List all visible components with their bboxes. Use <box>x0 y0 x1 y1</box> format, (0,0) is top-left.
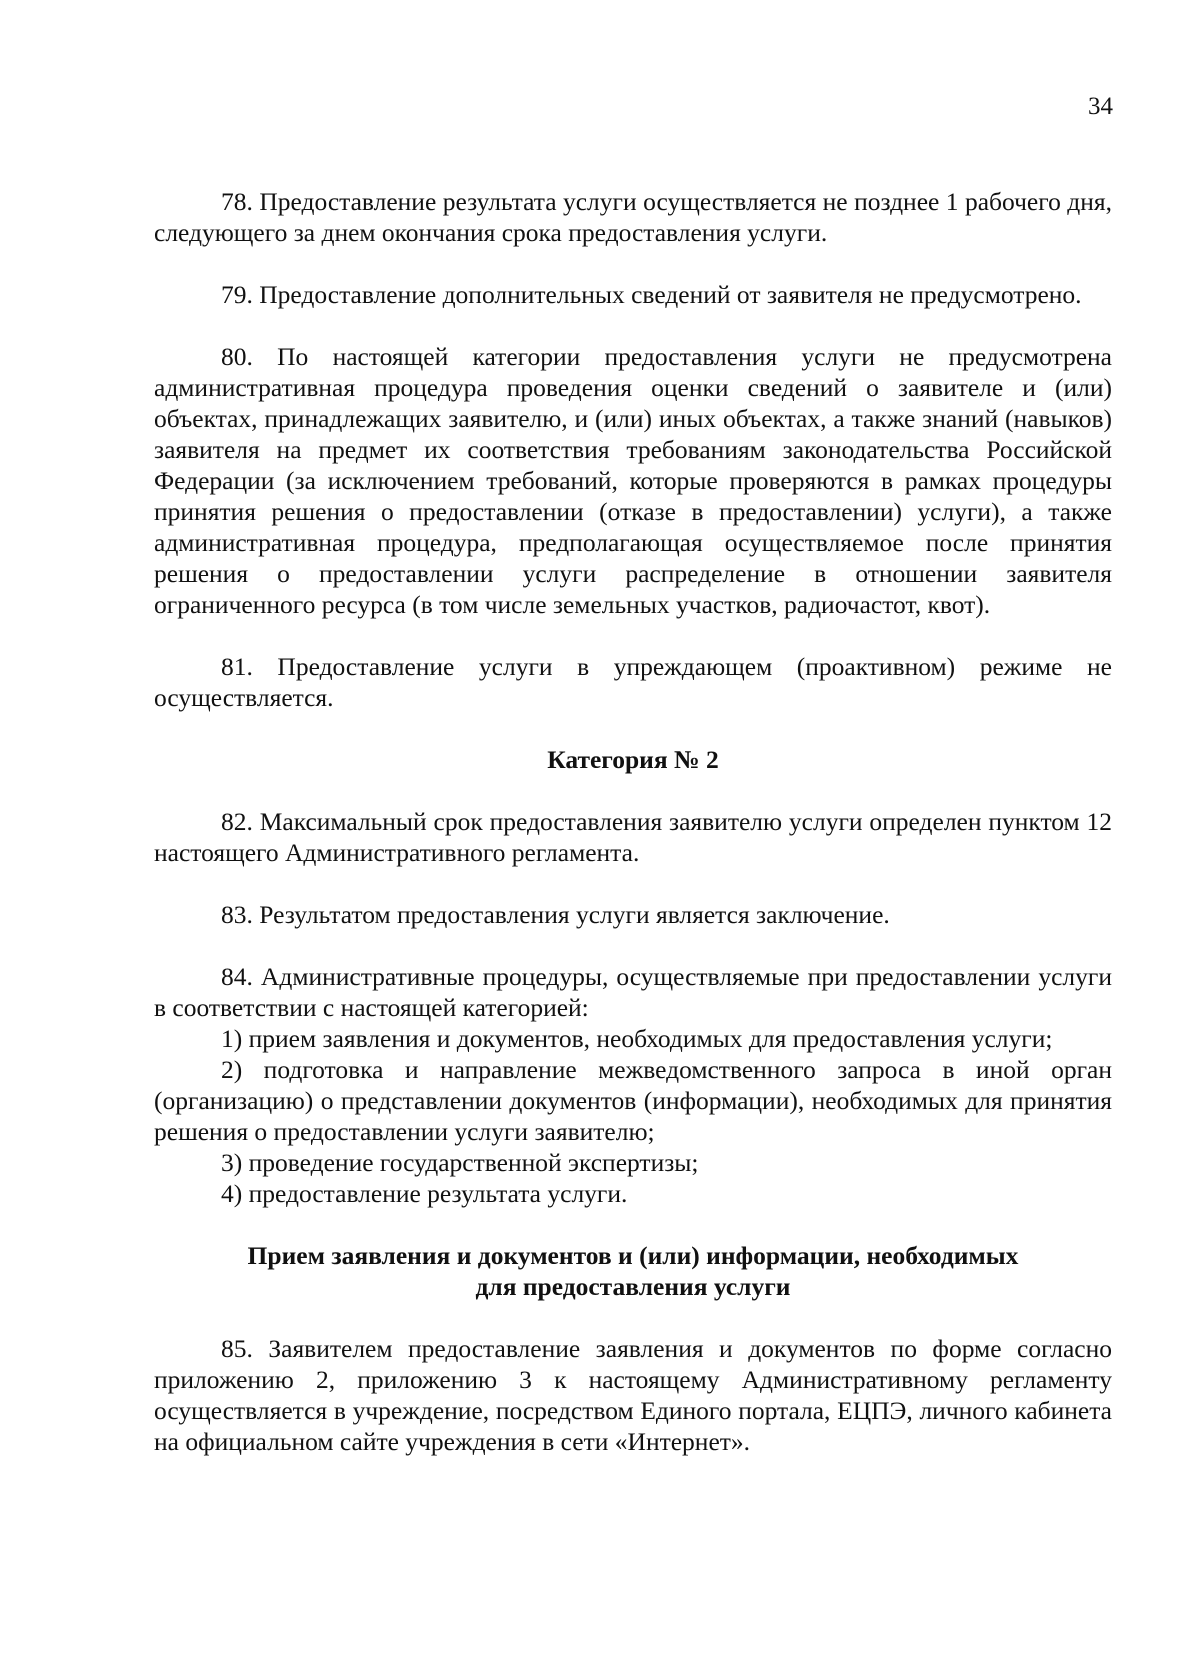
paragraph-78: 78. Предоставление результата услуги осуществляется не позднее 1 рабочего дня, следующего за днем окончания срока предоставления услуги. <box>154 187 1112 247</box>
list-item-4: 4) предоставление результата услуги. <box>221 1179 628 1208</box>
category-heading: Категория № 2 <box>547 745 719 774</box>
paragraph-85: 85. Заявителем предоставление заявления и документов по форме согласно приложению 2, приложению 3 к настоящему Административному регламенту осуществляется в учреждение, посредством Единого портала, ЕЦПЭ, личного кабинета на официальном сайте учреждения в сети «Интернет». <box>154 1334 1112 1456</box>
paragraph-84: 84. Административные процедуры, осуществляемые при предоставлении услуги в соответствии с настоящей категорией: <box>154 962 1112 1022</box>
paragraph-83: 83. Результатом предоставления услуги является заключение. <box>221 900 890 929</box>
list-item-2: 2) подготовка и направление межведомственного запроса в иной орган (организацию) о представлении документов (информации), необходимых для принятия решения о предоставлении услуги заявителю; <box>154 1055 1112 1146</box>
paragraph-81: 81. Предоставление услуги в упреждающем (проактивном) режиме не осуществляется. <box>154 652 1112 712</box>
list-item-3: 3) проведение государственной экспертизы; <box>221 1148 699 1177</box>
document-body <box>154 186 1112 1488</box>
paragraph-82: 82. Максимальный срок предоставления заявителю услуги определен пунктом 12 настоящего Административного регламента. <box>154 807 1112 867</box>
paragraph-79: 79. Предоставление дополнительных сведений от заявителя не предусмотрено. <box>221 280 1082 309</box>
page-number: 34 <box>1088 93 1113 120</box>
section-heading <box>154 1240 1112 1302</box>
paragraph-80: 80. По настоящей категории предоставления услуги не предусмотрена административная процедура проведения оценки сведений о заявителе и (или) объектах, принадлежащих заявителю, и (или) иных объектах, а также знаний (навыков) заявителя на предмет их соответствия требованиям законодательства Российской Федерации (за исключением требований, которые проверяются в рамках процедуры принятия решения о предоставлении (отказе в предоставлении) услуги), а также административная процедура, предполагающая осуществляемое после принятия решения о предоставлении услуги распределение в отношении заявителя ограниченного ресурса (в том числе земельных участков, радиочастот, квот). <box>154 342 1112 619</box>
section-heading-line-2: для предоставления услуги <box>475 1272 791 1301</box>
list-item-1: 1) прием заявления и документов, необходимых для предоставления услуги; <box>221 1024 1053 1053</box>
section-heading-line-1: Прием заявления и документов и (или) информации, необходимых <box>247 1241 1019 1270</box>
